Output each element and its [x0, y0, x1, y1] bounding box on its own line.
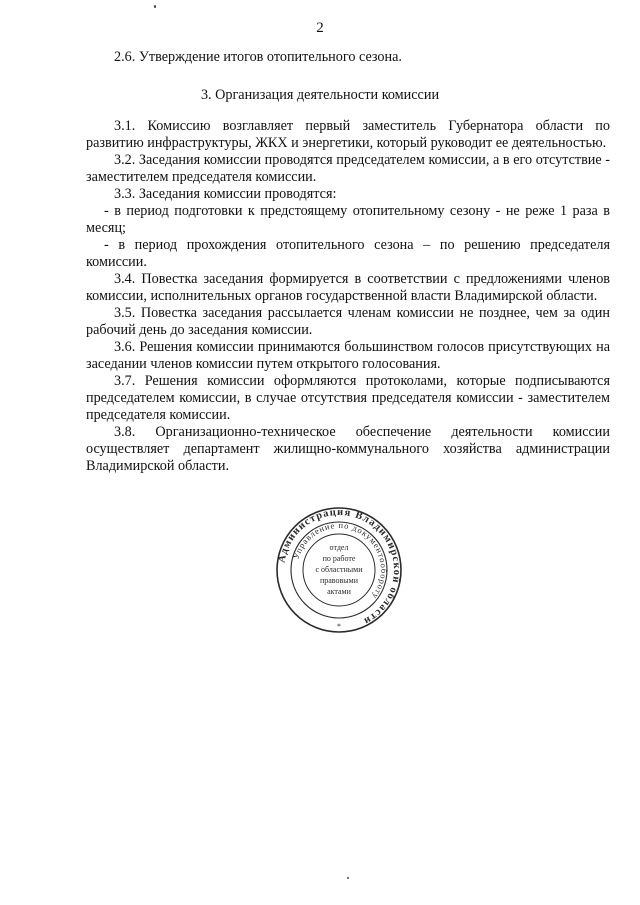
dash-item-heating-season: - в период прохождения отопительного сезона – по решению председателя комиссии.: [86, 237, 610, 270]
paragraph-3-4: 3.4. Повестка заседания формируется в соответствии с предложениями членов комиссии, исполнительных органов государственной власти Владимирской области.: [86, 271, 610, 304]
paragraph-3-1: 3.1. Комиссию возглавляет первый заместитель Губернатора области по развитию инфраструктуры, ЖКХ и энергетики, который руководит ее деятельностью.: [86, 118, 610, 151]
section-body: [86, 118, 610, 475]
stamp-center-line-1: отдел: [329, 543, 349, 552]
paragraph-3-7: 3.7. Решения комиссии оформляются протоколами, которые подписываются председателем комиссии, в случае отсутствия председателя комиссии - заместителем председателя комиссии.: [86, 373, 610, 423]
section-title: 3. Организация деятельности комиссии: [200, 87, 440, 103]
paragraph-3-6: 3.6. Решения комиссии принимаются большинством голосов присутствующих на заседании членов комиссии путем открытого голосования.: [86, 339, 610, 372]
stamp-outer-text: Администрация Владимирской области: [276, 506, 403, 627]
stamp-star: *: [337, 622, 341, 631]
paragraph-3-3: 3.3. Заседания комиссии проводятся:: [114, 186, 337, 202]
scan-speck: [347, 877, 349, 879]
stamp-center-line-2: по работе: [322, 554, 356, 563]
page-number: 2: [316, 20, 324, 36]
scan-speck: [154, 5, 156, 8]
stamp-center-line-5: актами: [327, 587, 351, 596]
item-2-6: 2.6. Утверждение итогов отопительного сезона.: [114, 49, 402, 65]
stamp-middle-text: Управление по документообороту: [290, 519, 390, 602]
paragraph-3-5: 3.5. Повестка заседания рассылается членам комиссии не позднее, чем за один рабочий день до заседания комиссии.: [86, 305, 610, 338]
stamp-center-line-4: правовыми: [319, 576, 359, 585]
paragraph-3-2: 3.2. Заседания комиссии проводятся председателем комиссии, а в его отсутствие - заместителем председателя комиссии.: [86, 152, 610, 185]
stamp-center-line-3: с областными: [315, 565, 363, 574]
paragraph-3-8: 3.8. Организационно-техническое обеспечение деятельности комиссии осуществляет департамент жилищно-коммунального хозяйства администрации Владимирской области.: [86, 424, 610, 474]
dash-item-preparation: - в период подготовки к предстоящему отопительному сезону - не реже 1 раза в месяц;: [86, 203, 610, 236]
official-stamp: [274, 505, 404, 635]
